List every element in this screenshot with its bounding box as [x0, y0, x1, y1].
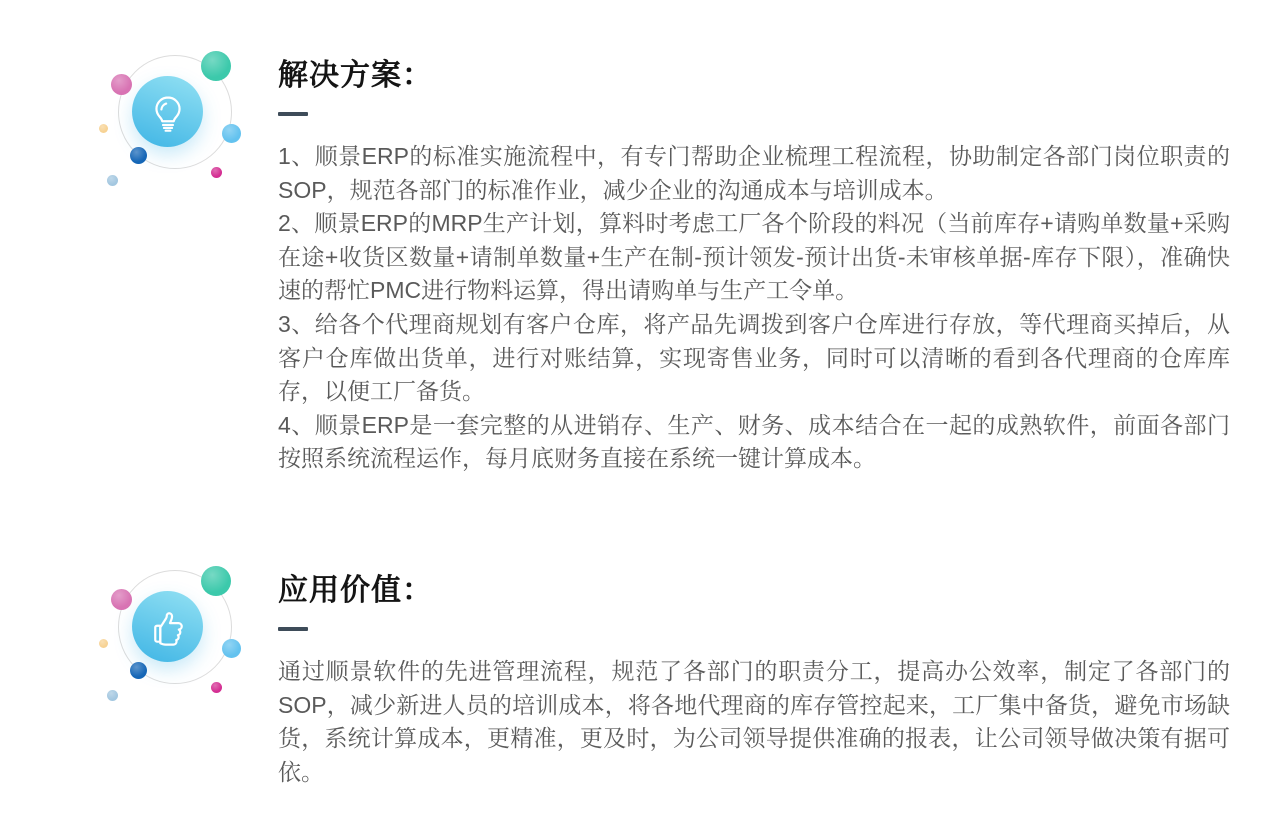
dot-gray-blue	[107, 175, 118, 186]
icon-circle	[132, 76, 203, 147]
dot-pink	[111, 74, 132, 95]
title-underline	[278, 627, 308, 631]
solution-paragraphs	[278, 140, 1230, 476]
dot-magenta	[211, 682, 222, 693]
dot-teal	[201, 51, 231, 81]
dot-gray-blue	[107, 690, 118, 701]
paragraph: 4、顺景ERP是一套完整的从进销存、生产、财务、成本结合在一起的成熟软件，前面各部门按照系统流程运作，每月底财务直接在系统一键计算成本。	[278, 411, 1230, 472]
value-section	[278, 571, 1230, 789]
dot-magenta	[211, 167, 222, 178]
thumbs-up-badge	[90, 555, 250, 715]
paragraph: 1、顺景ERP的标准实施流程中，有专门帮助企业梳理工程流程，协助制定各部门岗位职责的SOP，规范各部门的标准作业，减少企业的沟通成本与培训成本。	[278, 143, 1230, 203]
lightbulb-badge	[90, 40, 250, 200]
paragraph: 3、给各个代理商规划有客户仓库，将产品先调拨到客户仓库进行存放，等代理商买掉后，从客户仓库做出货单，进行对账结算，实现寄售业务，同时可以清晰的看到各代理商的仓库库存，以便工厂备货。	[278, 310, 1230, 405]
section-title-value: 应用价值：	[278, 574, 433, 607]
dot-dark-blue	[130, 147, 147, 164]
lightbulb-icon	[146, 90, 190, 134]
title-underline	[278, 112, 308, 116]
thumbs-up-icon	[146, 605, 190, 649]
paragraph: 2、顺景ERP的MRP生产计划，算料时考虑工厂各个阶段的料况（当前库存+请购单数量+采购在途+收货区数量+请制单数量+生产在制-预计领发-预计出货-未审核单据-库存下限），准确快速的帮忙PMC进行物料运算，得出请购单与生产工令单。	[278, 210, 1230, 304]
solution-section	[278, 56, 1230, 476]
dot-light-blue	[222, 124, 241, 143]
icon-circle	[132, 591, 203, 662]
dot-pink	[111, 589, 132, 610]
dot-light-blue	[222, 639, 241, 658]
value-paragraphs	[278, 655, 1230, 789]
section-title-solution: 解决方案：	[278, 59, 433, 92]
dot-yellow	[99, 639, 108, 648]
dot-teal	[201, 566, 231, 596]
dot-dark-blue	[130, 662, 147, 679]
dot-yellow	[99, 124, 108, 133]
paragraph: 通过顺景软件的先进管理流程，规范了各部门的职责分工，提高办公效率，制定了各部门的SOP，减少新进人员的培训成本，将各地代理商的库存管控起来，工厂集中备货，避免市场缺货，系统计算成本，更精准，更及时，为公司领导提供准确的报表，让公司领导做决策有据可依。	[278, 658, 1230, 785]
